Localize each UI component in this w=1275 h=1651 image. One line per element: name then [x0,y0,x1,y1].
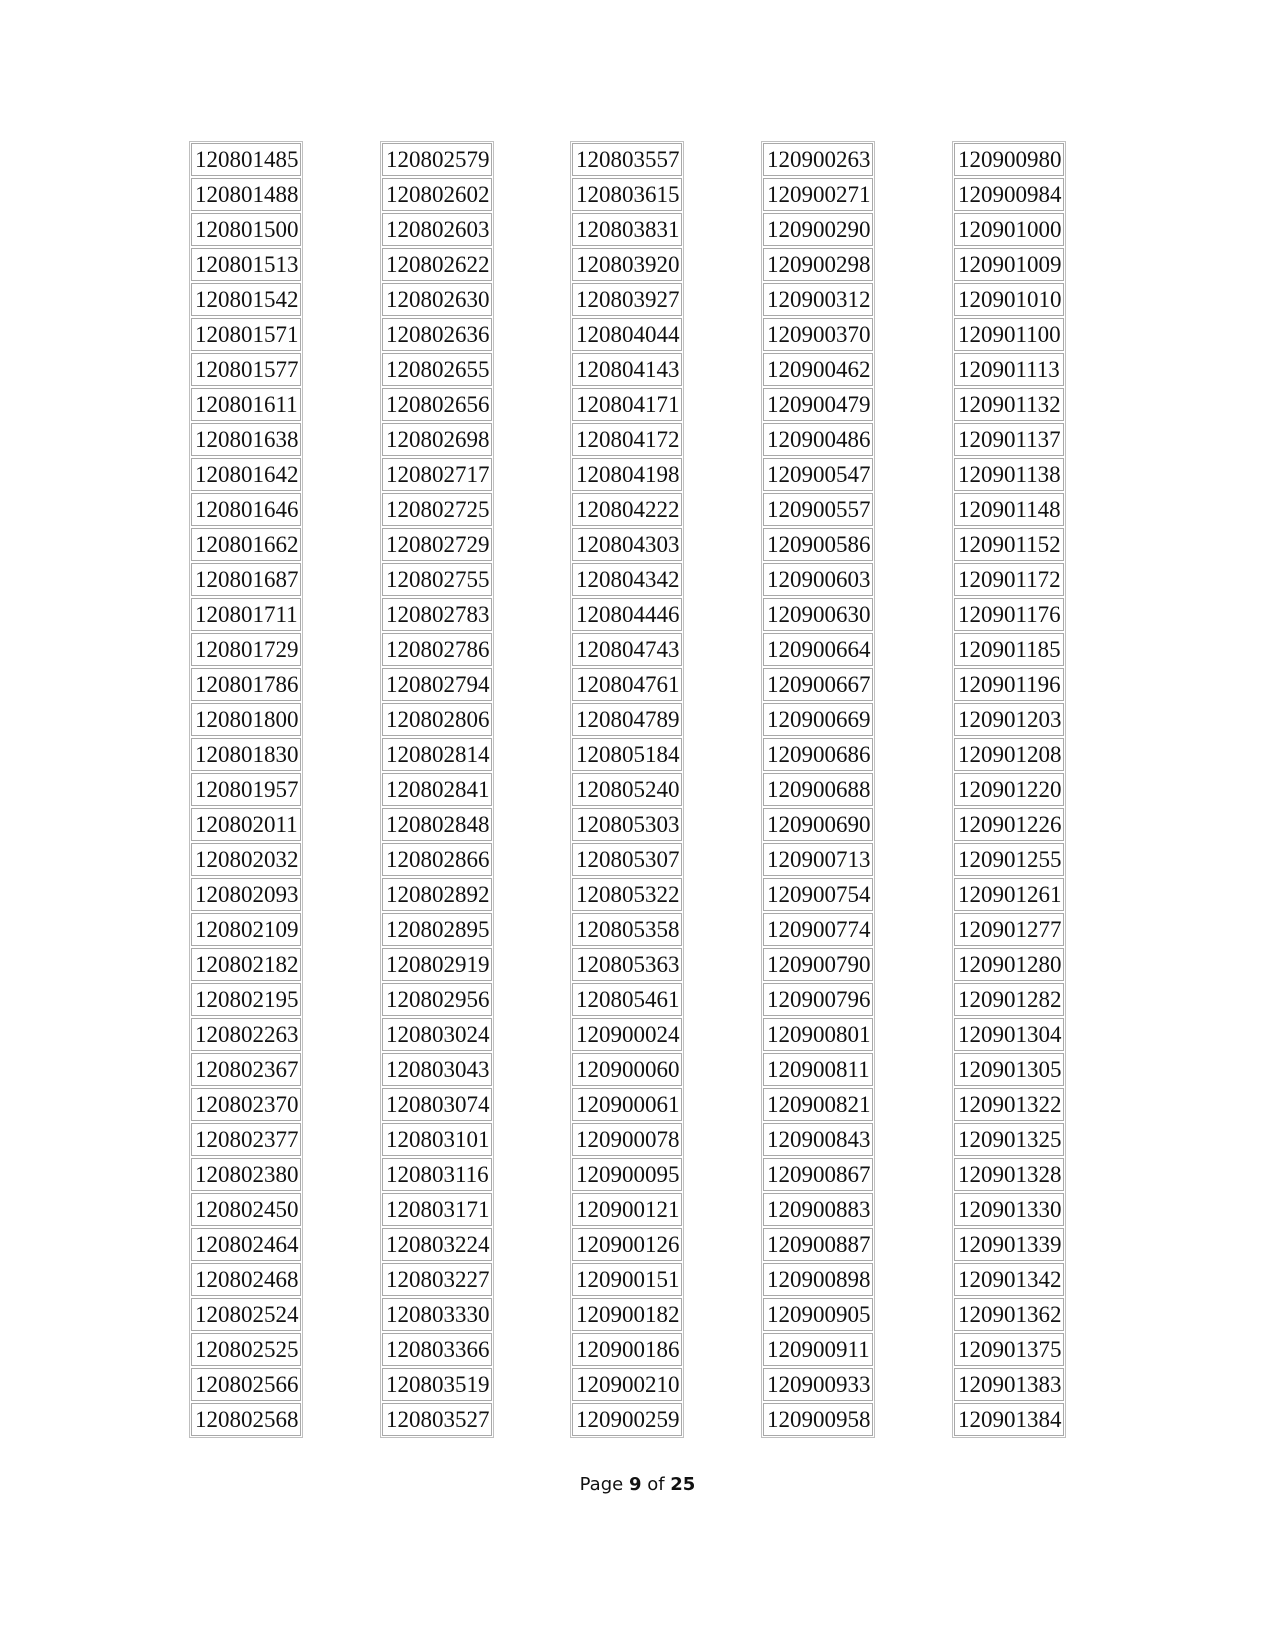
number-cell: 120802464 [191,1228,301,1261]
number-cell: 120900312 [763,283,873,316]
number-cell: 120901384 [954,1403,1064,1436]
number-cell: 120802656 [382,388,492,421]
number-cell: 120803171 [382,1193,492,1226]
number-cell: 120901322 [954,1088,1064,1121]
number-cell: 120803024 [382,1018,492,1051]
number-cell: 120801711 [191,598,301,631]
number-cell: 120901330 [954,1193,1064,1226]
number-cell: 120801577 [191,353,301,386]
number-cell: 120900713 [763,843,873,876]
number-cell: 120900754 [763,878,873,911]
number-cell: 120802195 [191,983,301,1016]
number-column-4 [761,141,875,1438]
number-cell: 120900462 [763,353,873,386]
number-cell: 120900801 [763,1018,873,1051]
number-cell: 120802866 [382,843,492,876]
number-cell: 120802182 [191,948,301,981]
number-cell: 120802468 [191,1263,301,1296]
number-cell: 120802956 [382,983,492,1016]
number-cell: 120900547 [763,458,873,491]
number-cell: 120900667 [763,668,873,701]
number-cell: 120901325 [954,1123,1064,1156]
number-cell: 120802848 [382,808,492,841]
number-cell: 120900686 [763,738,873,771]
number-cell: 120802806 [382,703,492,736]
number-cell: 120901383 [954,1368,1064,1401]
number-cell: 120802841 [382,773,492,806]
number-cell: 120901282 [954,983,1064,1016]
number-cell: 120803831 [572,213,682,246]
page-of-label: of [641,1474,671,1495]
number-cell: 120802525 [191,1333,301,1366]
number-cell: 120901280 [954,948,1064,981]
number-cell: 120801638 [191,423,301,456]
number-cell: 120802377 [191,1123,301,1156]
number-cell: 120802370 [191,1088,301,1121]
number-cell: 120803074 [382,1088,492,1121]
number-cell: 120900263 [763,143,873,176]
number-cell: 120804303 [572,528,682,561]
number-cell: 120801611 [191,388,301,421]
number-cell: 120804789 [572,703,682,736]
number-cell: 120900210 [572,1368,682,1401]
number-cell: 120803557 [572,143,682,176]
number-cell: 120900290 [763,213,873,246]
number-cell: 120802895 [382,913,492,946]
number-cell: 120900630 [763,598,873,631]
number-cell: 120801485 [191,143,301,176]
number-cell: 120900479 [763,388,873,421]
number-cell: 120901132 [954,388,1064,421]
number-cell: 120900905 [763,1298,873,1331]
number-cell: 120802380 [191,1158,301,1191]
number-cell: 120802109 [191,913,301,946]
number-cell: 120900298 [763,248,873,281]
number-cell: 120804761 [572,668,682,701]
number-cell: 120805307 [572,843,682,876]
number-cell: 120901339 [954,1228,1064,1261]
number-cell: 120901362 [954,1298,1064,1331]
number-cell: 120900887 [763,1228,873,1261]
number-cell: 120900867 [763,1158,873,1191]
number-cell: 120801662 [191,528,301,561]
number-cell: 120901009 [954,248,1064,281]
number-cell: 120901261 [954,878,1064,911]
number-cell: 120802093 [191,878,301,911]
number-cell: 120900271 [763,178,873,211]
number-cell: 120803101 [382,1123,492,1156]
number-cell: 120802786 [382,633,492,666]
number-cell: 120900774 [763,913,873,946]
total-pages-number: 25 [670,1474,696,1495]
number-cell: 120901196 [954,668,1064,701]
number-cell: 120804342 [572,563,682,596]
number-cell: 120901220 [954,773,1064,806]
number-cell: 120802568 [191,1403,301,1436]
page-label: Page [579,1474,629,1495]
number-cell: 120801729 [191,633,301,666]
number-cell: 120802367 [191,1053,301,1086]
number-cell: 120802263 [191,1018,301,1051]
number-cell: 120900095 [572,1158,682,1191]
number-cell: 120802579 [382,143,492,176]
number-cell: 120900984 [954,178,1064,211]
number-cell: 120805240 [572,773,682,806]
number-cell: 120901208 [954,738,1064,771]
number-cell: 120802794 [382,668,492,701]
number-cell: 120805322 [572,878,682,911]
number-cell: 120900688 [763,773,873,806]
number-cell: 120802729 [382,528,492,561]
number-cell: 120901137 [954,423,1064,456]
number-cell: 120802636 [382,318,492,351]
number-cell: 120803615 [572,178,682,211]
number-cell: 120804222 [572,493,682,526]
number-cell: 120901172 [954,563,1064,596]
number-cell: 120901277 [954,913,1064,946]
number-cell: 120802814 [382,738,492,771]
number-cell: 120900186 [572,1333,682,1366]
number-cell: 120900690 [763,808,873,841]
number-cell: 120900811 [763,1053,873,1086]
number-cell: 120900603 [763,563,873,596]
number-cell: 120801571 [191,318,301,351]
number-cell: 120804446 [572,598,682,631]
number-cell: 120900126 [572,1228,682,1261]
number-cell: 120900958 [763,1403,873,1436]
number-cell: 120901176 [954,598,1064,631]
number-cell: 120802566 [191,1368,301,1401]
number-cell: 120900669 [763,703,873,736]
number-cell: 120804172 [572,423,682,456]
number-cell: 120900060 [572,1053,682,1086]
number-cell: 120901000 [954,213,1064,246]
number-cell: 120801830 [191,738,301,771]
number-column-3 [570,141,684,1438]
number-cell: 120802755 [382,563,492,596]
number-cell: 120900933 [763,1368,873,1401]
number-cell: 120802717 [382,458,492,491]
number-column-1 [189,141,303,1438]
number-cell: 120801646 [191,493,301,526]
number-column-5 [952,141,1066,1438]
number-cell: 120900911 [763,1333,873,1366]
number-cell: 120802892 [382,878,492,911]
number-cell: 120900790 [763,948,873,981]
number-cell: 120802603 [382,213,492,246]
number-cell: 120900182 [572,1298,682,1331]
number-cell: 120900586 [763,528,873,561]
number-cell: 120901148 [954,493,1064,526]
number-cell: 120802622 [382,248,492,281]
number-cell: 120803366 [382,1333,492,1366]
number-cell: 120805184 [572,738,682,771]
number-cell: 120803519 [382,1368,492,1401]
number-cell: 120900821 [763,1088,873,1121]
number-cell: 120901138 [954,458,1064,491]
number-cell: 120900370 [763,318,873,351]
current-page-number: 9 [628,1474,642,1495]
number-cell: 120901226 [954,808,1064,841]
number-cell: 120802725 [382,493,492,526]
page-footer [0,1474,1275,1495]
number-cell: 120802032 [191,843,301,876]
number-cell: 120900486 [763,423,873,456]
number-cell: 120802630 [382,283,492,316]
number-cell: 120804198 [572,458,682,491]
number-cell: 120901010 [954,283,1064,316]
number-cell: 120802524 [191,1298,301,1331]
number-cell: 120901342 [954,1263,1064,1296]
number-cell: 120900843 [763,1123,873,1156]
number-cell: 120901100 [954,318,1064,351]
number-cell: 120803043 [382,1053,492,1086]
number-cell: 120804143 [572,353,682,386]
number-cell: 120804044 [572,318,682,351]
number-column-2 [380,141,494,1438]
number-cell: 120803227 [382,1263,492,1296]
number-cell: 120801488 [191,178,301,211]
number-cell: 120802698 [382,423,492,456]
number-cell: 120803116 [382,1158,492,1191]
number-cell: 120900557 [763,493,873,526]
number-cell: 120803330 [382,1298,492,1331]
number-cell: 120802783 [382,598,492,631]
number-cell: 120802602 [382,178,492,211]
number-cell: 120804743 [572,633,682,666]
number-cell: 120801642 [191,458,301,491]
number-cell: 120901113 [954,353,1064,386]
number-cell: 120901375 [954,1333,1064,1366]
number-cell: 120805363 [572,948,682,981]
number-cell: 120801800 [191,703,301,736]
number-cell: 120900883 [763,1193,873,1226]
number-cell: 120804171 [572,388,682,421]
number-cell: 120900980 [954,143,1064,176]
number-cell: 120802450 [191,1193,301,1226]
number-cell: 120803927 [572,283,682,316]
number-cell: 120801542 [191,283,301,316]
number-cell: 120900898 [763,1263,873,1296]
number-cell: 120900664 [763,633,873,666]
number-cell: 120801957 [191,773,301,806]
number-cell: 120802011 [191,808,301,841]
number-cell: 120901305 [954,1053,1064,1086]
number-cell: 120802919 [382,948,492,981]
number-cell: 120901152 [954,528,1064,561]
number-cell: 120900078 [572,1123,682,1156]
number-cell: 120900121 [572,1193,682,1226]
number-cell: 120805303 [572,808,682,841]
number-cell: 120803224 [382,1228,492,1261]
number-cell: 120802655 [382,353,492,386]
number-cell: 120900024 [572,1018,682,1051]
number-cell: 120805461 [572,983,682,1016]
number-cell: 120901304 [954,1018,1064,1051]
number-cell: 120801687 [191,563,301,596]
number-cell: 120801500 [191,213,301,246]
number-cell: 120801786 [191,668,301,701]
number-cell: 120805358 [572,913,682,946]
number-cell: 120901255 [954,843,1064,876]
number-cell: 120901185 [954,633,1064,666]
number-cell: 120900061 [572,1088,682,1121]
number-cell: 120900151 [572,1263,682,1296]
number-cell: 120803920 [572,248,682,281]
number-cell: 120901203 [954,703,1064,736]
number-cell: 120900796 [763,983,873,1016]
number-cell: 120801513 [191,248,301,281]
number-cell: 120901328 [954,1158,1064,1191]
number-cell: 120803527 [382,1403,492,1436]
number-cell: 120900259 [572,1403,682,1436]
